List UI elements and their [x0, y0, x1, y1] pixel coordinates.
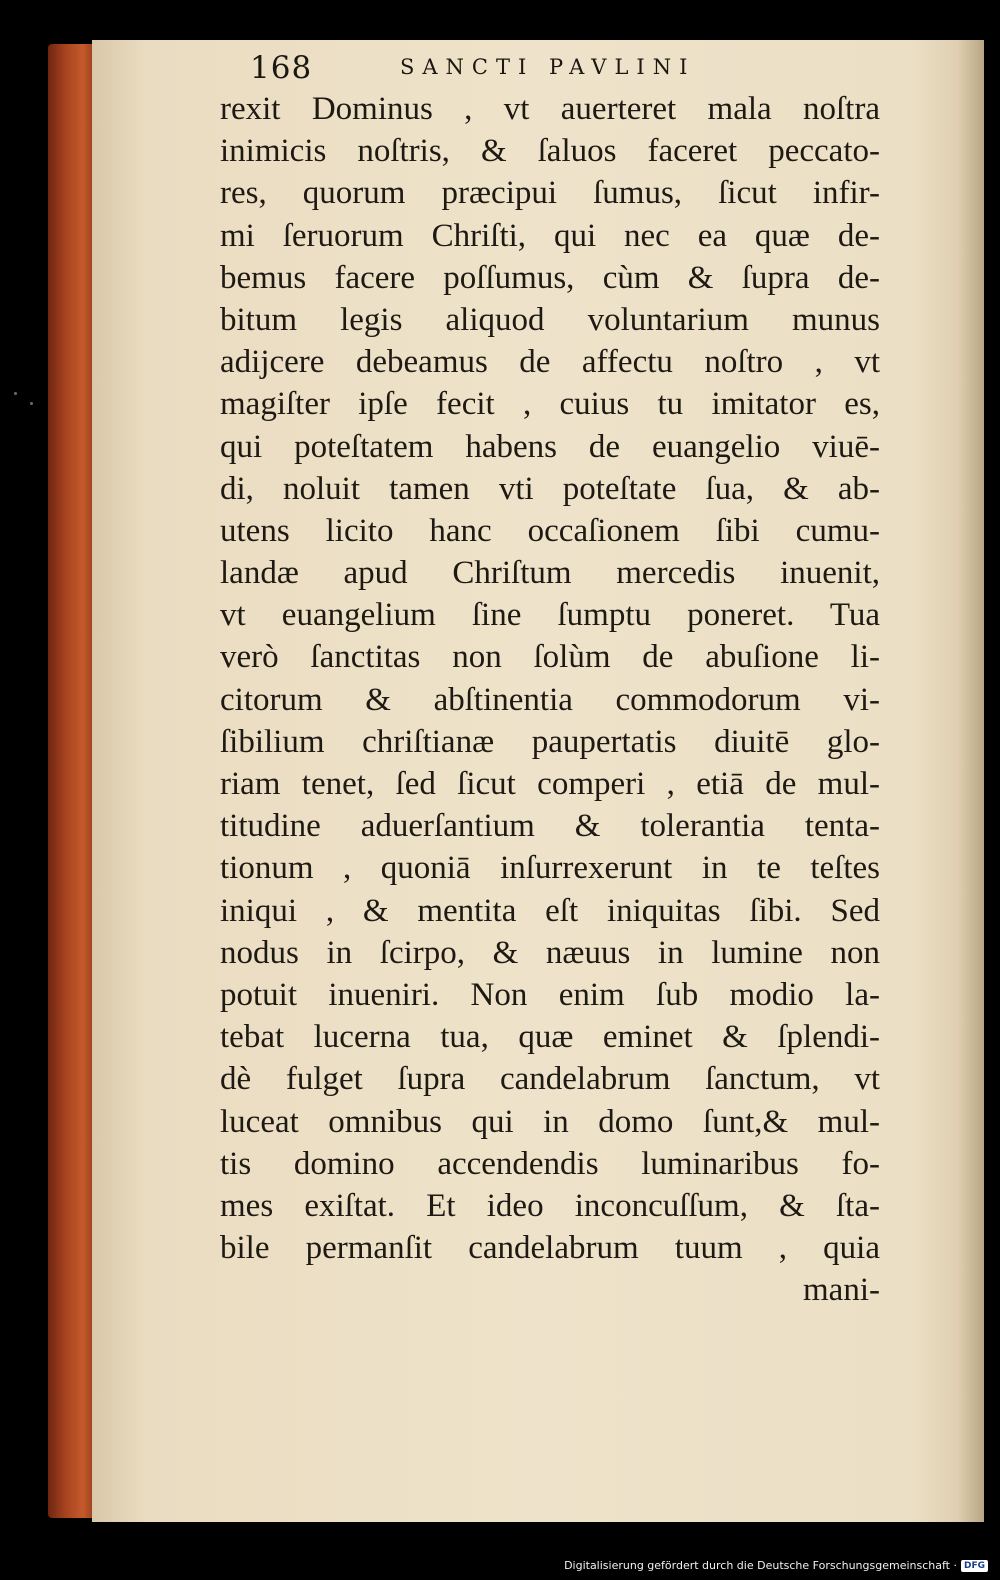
text-line: ſibilium chriſtianæ paupertatis diuitē glo-	[220, 723, 880, 760]
text-line: tebat lucerna tua, quæ eminet & ſplendi-	[220, 1019, 880, 1056]
text-line: magiſter ipſe fecit , cuius tu imitator es,	[220, 386, 880, 423]
running-head	[250, 50, 850, 90]
text-line: nodus in ſcirpo, & næuus in lumine non	[220, 934, 880, 971]
catchword: mani-	[803, 1272, 880, 1309]
page-gutter-shadow	[958, 40, 984, 1522]
body-text	[220, 88, 880, 1311]
text-line: dè fulget ſupra candelabrum ſanctum, vt	[220, 1061, 880, 1098]
text-line: verò ſanctitas non ſolùm de abuſione li-	[220, 639, 880, 676]
text-line: tis domino accendendis luminaribus fo-	[220, 1145, 880, 1182]
text-line: rexit Dominus , vt auerteret mala noſtra	[220, 91, 880, 127]
text-line: tionum , quoniā inſurrexerunt in te teſtes	[220, 850, 880, 887]
book-fore-edge	[48, 44, 98, 1518]
text-line: riam tenet, ſed ſicut comperi , etiā de mul-	[220, 766, 880, 802]
margin-speck	[14, 392, 17, 395]
text-line: res, quorum præcipui ſumus, ſicut infir-	[220, 175, 880, 212]
text-line: qui poteſtatem habens de euangelio viuē-	[220, 428, 880, 465]
text-line: bile permanſit candelabrum tuum , quia	[220, 1230, 880, 1267]
text-line: bemus facere poſſumus, cùm & ſupra de-	[220, 259, 880, 296]
text-line: adijcere debeamus de affectu noſtro , vt	[220, 344, 880, 381]
text-line: inimicis noſtris, & ſaluos faceret peccato-	[220, 133, 880, 170]
margin-speck	[30, 402, 33, 405]
text-line: citorum & abſtinentia commodorum vi-	[220, 681, 880, 718]
text-line: di, noluit tamen vti poteſtate ſua, & ab-	[220, 470, 880, 507]
dfg-logo: DFG	[961, 1560, 988, 1572]
text-line: iniqui , & mentita eſt iniquitas ſibi. Sed	[220, 892, 880, 929]
text-line: mes exiſtat. Et ideo inconcuſſum, & ſta-	[220, 1187, 880, 1224]
credit-text: Digitalisierung gefördert durch die Deutsche Forschungsgemeinschaft ·	[564, 1559, 957, 1572]
text-line: potuit inueniri. Non enim ſub modio la-	[220, 976, 880, 1013]
digitization-credit	[564, 1559, 988, 1572]
text-line: mi ſeruorum Chriſti, qui nec ea quæ de-	[220, 217, 880, 254]
running-title: SANCTI PAVLINI	[400, 55, 696, 79]
page-number: 168	[250, 50, 313, 86]
text-line: vt euangelium ſine ſumptu poneret. Tua	[220, 597, 880, 634]
text-line: landæ apud Chriſtum mercedis inuenit,	[220, 555, 880, 592]
text-line: titudine aduerſantium & tolerantia tenta-	[220, 808, 880, 845]
text-line: utens licito hanc occaſionem ſibi cumu-	[220, 512, 880, 549]
text-line: bitum legis aliquod voluntarium munus	[220, 301, 880, 338]
text-line: luceat omnibus qui in domo ſunt,& mul-	[220, 1103, 880, 1140]
